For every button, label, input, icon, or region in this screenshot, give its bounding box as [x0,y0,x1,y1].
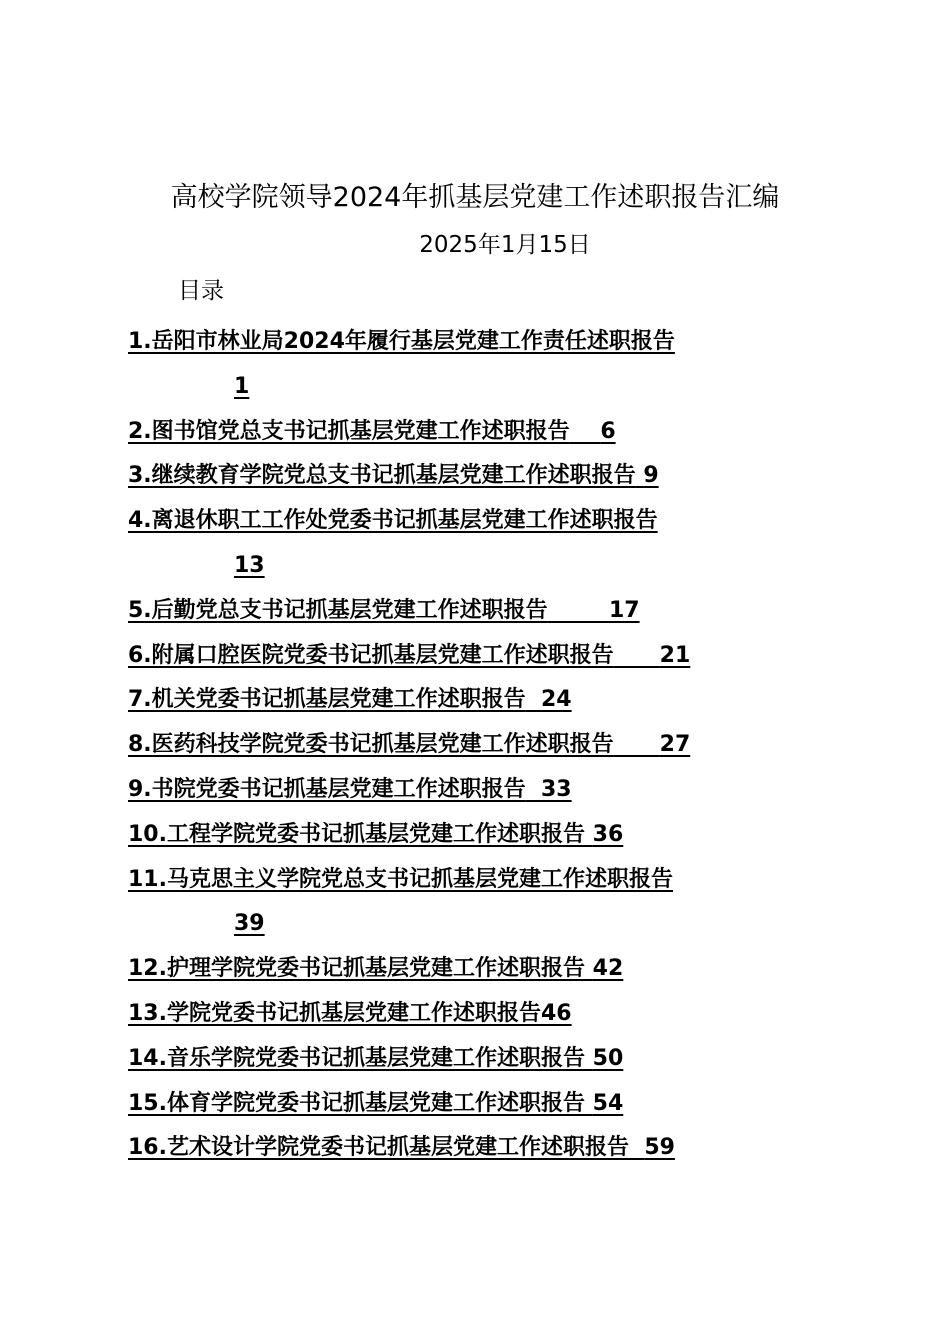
toc-entry[interactable] [128,858,828,948]
toc-entry-title: 1.岳阳市林业局2024年履行基层党建工作责任述职报告 [128,329,675,354]
toc-entry-title: 3.继续教育学院党总支书记抓基层党建工作述职报告 [128,463,636,489]
toc-entry-page-number: 17 [608,597,640,623]
toc-entry-page-number: 42 [592,956,624,982]
toc-entry-page-number: 1 [234,373,250,399]
toc-entry[interactable] [128,589,828,634]
toc-entry-page-number: 46 [540,1000,572,1026]
toc-entry-page-number: 13 [234,552,265,578]
document-title: 高校学院领导2024年抓基层党建工作述职报告汇编 [170,182,780,213]
toc-entry-title: 7.机关党委书记抓基层党建工作述职报告 [128,687,526,713]
toc-entry[interactable] [128,1082,828,1127]
toc-entry-page-number: 6 [600,418,616,444]
toc-entry-page-number: 21 [659,642,691,668]
toc-entry-title: 9.书院党委书记抓基层党建工作述职报告 [128,776,526,802]
toc-entry[interactable] [128,947,828,992]
toc-entry[interactable] [128,634,828,679]
toc-entry-title: 13.学院党委书记抓基层党建工作述职报告 [128,1000,541,1026]
toc-entry-page-number: 50 [592,1045,624,1071]
toc-entry[interactable] [128,1037,828,1082]
toc-entry-title: 15.体育学院党委书记抓基层党建工作述职报告 [128,1090,585,1116]
toc-entry-page-number: 24 [541,687,572,713]
toc-entry-page-number: 39 [234,911,265,937]
toc-entry-title: 10.工程学院党委书记抓基层党建工作述职报告 [128,821,585,847]
toc-entry-page-number: 36 [592,821,624,847]
toc-entry-page-number: 33 [541,776,572,802]
toc-entry-page-number: 27 [659,732,691,758]
toc-entry[interactable] [128,410,828,455]
toc-entry[interactable] [128,454,828,499]
toc-entry[interactable] [128,768,828,813]
toc-entry-title: 11.马克思主义学院党总支书记抓基层党建工作述职报告 [128,866,673,892]
table-of-contents [128,320,828,1171]
toc-entry[interactable] [128,499,828,589]
toc-entry[interactable] [128,678,828,723]
toc-entry[interactable] [128,813,828,858]
toc-entry[interactable] [128,723,828,768]
toc-entry[interactable] [128,320,828,410]
document-date: 2025年1月15日 [419,232,591,258]
toc-entry-title: 14.音乐学院党委书记抓基层党建工作述职报告 [128,1045,585,1071]
toc-entry-title: 6.附属口腔医院党委书记抓基层党建工作述职报告 [128,642,614,668]
toc-entry-title: 16.艺术设计学院党委书记抓基层党建工作述职报告 [128,1135,629,1161]
toc-entry-title: 5.后勤党总支书记抓基层党建工作述职报告 [128,597,548,623]
toc-entry-page-number: 9 [643,463,659,489]
toc-entry-page-number: 59 [644,1135,675,1161]
toc-entry-title: 8.医药科技学院党委书记抓基层党建工作述职报告 [128,732,614,758]
toc-entry-page-number: 54 [592,1090,624,1116]
toc-entry[interactable] [128,1126,828,1171]
toc-entry[interactable] [128,992,828,1037]
toc-heading: 目录 [178,278,224,304]
toc-entry-title: 4.离退休职工工作处党委书记抓基层党建工作述职报告 [128,508,658,534]
toc-entry-title: 12.护理学院党委书记抓基层党建工作述职报告 [128,956,585,982]
toc-entry-title: 2.图书馆党总支书记抓基层党建工作述职报告 [128,418,570,444]
